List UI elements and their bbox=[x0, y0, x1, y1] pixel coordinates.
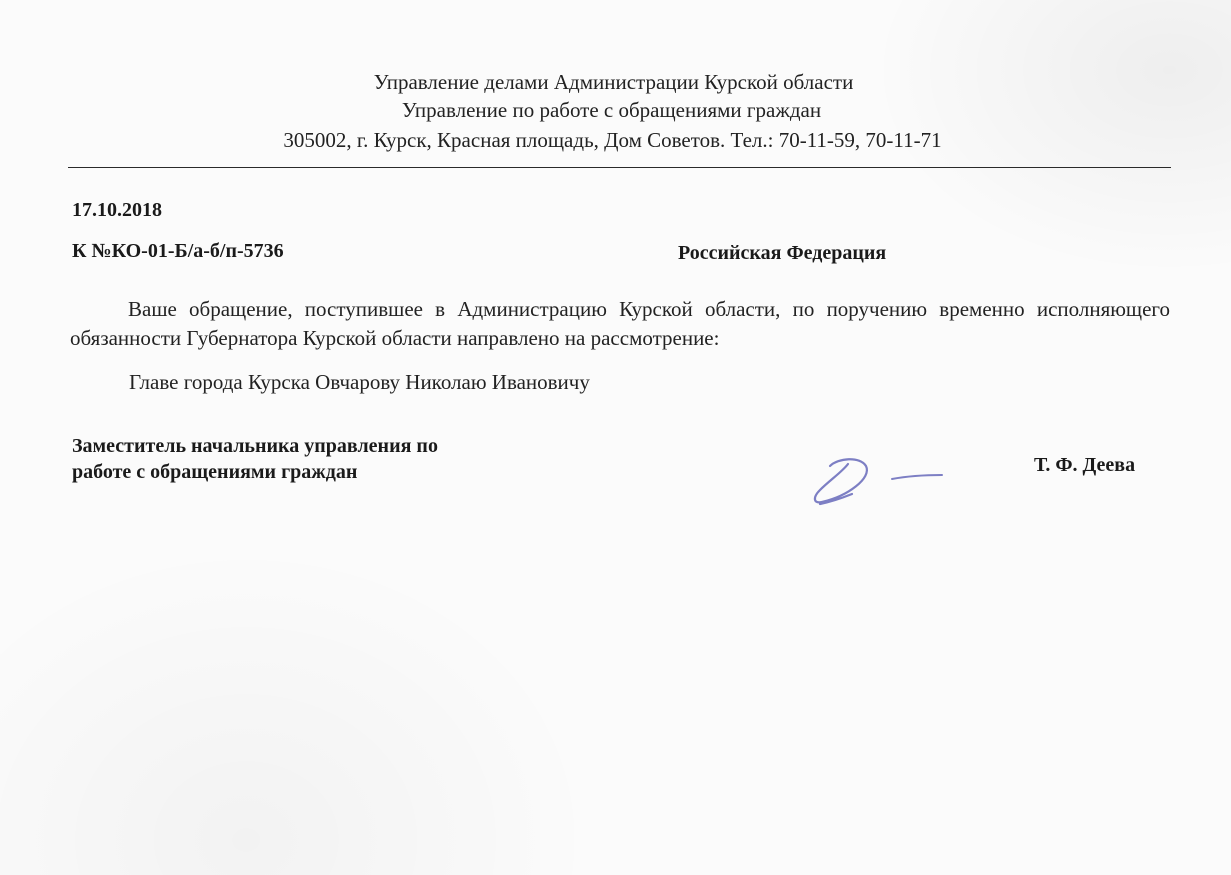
header-divider bbox=[68, 167, 1171, 168]
header-organization: Управление делами Администрации Курской области bbox=[373, 70, 854, 94]
handwritten-signature bbox=[808, 448, 948, 512]
signatory-title-line-1: Заместитель начальника управления по bbox=[72, 435, 438, 457]
document-date: 17.10.2018 bbox=[72, 199, 162, 221]
country-label: Российская Федерация bbox=[678, 242, 887, 264]
signatory-title bbox=[72, 433, 438, 485]
reference-number: К №КО-01-Б/а-б/п-5736 bbox=[72, 240, 284, 262]
body-paragraph: Ваше обращение, поступившее в Администрацию Курской области, по поручению временно исполняющего обязанности Губернатора Курской области направлено на рассмотрение: bbox=[70, 297, 1170, 350]
signature-dash bbox=[892, 475, 942, 479]
signatory-name: Т. Ф. Деева bbox=[1034, 454, 1136, 476]
header-address: 305002, г. Курск, Красная площадь, Дом Советов. Тел.: 70-11-59, 70-11-71 bbox=[283, 128, 942, 152]
header-department: Управление по работе с обращениями граждан bbox=[401, 98, 822, 122]
addressee-line: Главе города Курска Овчарову Николаю Ивановичу bbox=[129, 370, 590, 394]
signature-stroke bbox=[815, 459, 867, 504]
signatory-title-line-2: работе с обращениями граждан bbox=[72, 461, 358, 483]
